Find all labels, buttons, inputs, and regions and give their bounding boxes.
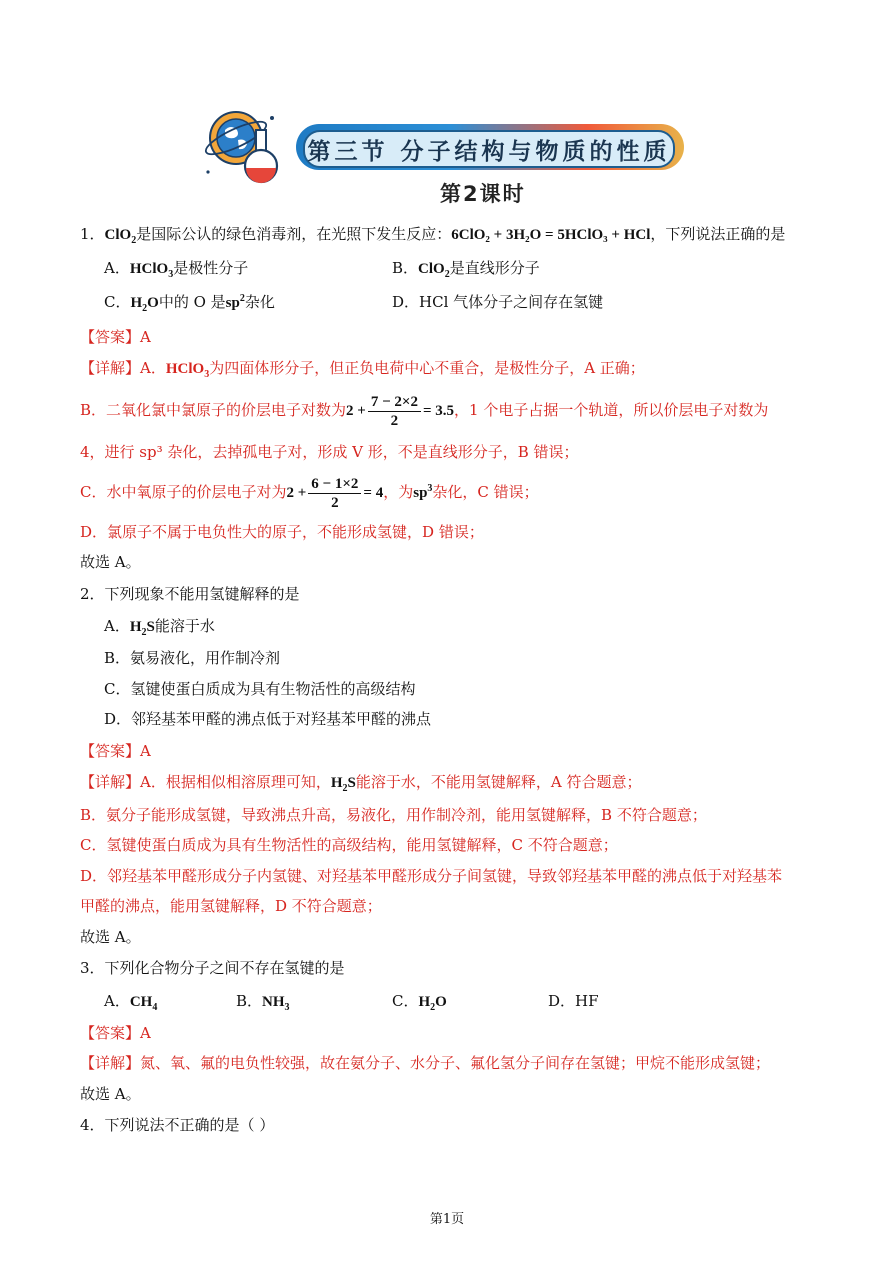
q1-option-a: A．HClO$_3$是极性分子 [104,259,249,280]
q2-option-b: B．氨易液化，用作制冷剂 [104,649,281,667]
q2-conclusion: 故选 A。 [80,928,141,946]
q1-detail-c: C．水中氧原子的价层电子对为2 + $\frac{6 - 1\times 2}{2}$ = 4，为$sp^3$杂化，C 错误； [80,475,539,511]
q1-option-b: B．ClO$_2$是直线形分子 [392,259,540,280]
header-logo [198,108,290,188]
q2-detail-a: 【详解】A．根据相似相溶原理可知，$H_2S$能溶于水，不能用氢键解释，A 符合题意； [80,773,642,794]
q3-option-d: D．HF [548,992,599,1010]
q1-detail-d: D．氯原子不属于电负性大的原子，不能形成氢键，D 错误； [80,523,484,541]
q2-detail-c: C．氢键使蛋白质成为具有生物活性的高级结构，能用氢键解释，C 不符合题意； [80,836,618,854]
q2-detail-d: D．邻羟基苯甲醛形成分子内氢键、对羟基苯甲醛形成分子间氢键，导致邻羟基苯甲醛的沸点低于对羟基苯 [80,867,783,885]
q3-option-c: C．$H_2O$ [392,992,447,1013]
q1-option-c: C．$H_2O$中的 O 是$sp^2$杂化 [104,293,275,314]
q2-option-c: C．氢键使蛋白质成为具有生物活性的高级结构 [104,680,416,698]
q3-option-b: B．$NH_3$ [236,992,290,1013]
q1-detail-b: B．二氧化氯中氯原子的价层电子对数为2 + $\frac{7 - 2\times 2}{2}$ = 3.5，1 个电子占据一个轨道，所以价层电子对数为 [80,393,769,429]
q3-option-a: A．$CH_4$ [104,992,158,1013]
q1-stem: 1．ClO$_2$是国际公认的绿色消毒剂，在光照下发生反应：6ClO₂ + 3H₂O = 5HClO₃ + HCl，下列说法正确的是 [80,225,786,246]
q1-detail-a: 【详解】A．HClO$_3$为四面体形分子，但正负电荷中心不重合，是极性分子，A 正确； [80,359,645,380]
q2-detail-d-cont: 甲醛的沸点，能用氢键解释，D 不符合题意； [80,897,382,915]
q4-stem: 4．下列说法不正确的是（ ） [80,1116,275,1134]
page-title: 第三节 分子结构与物质的性质 [303,130,675,168]
q3-conclusion: 故选 A。 [80,1085,141,1103]
q1-answer: 【答案】A [80,328,151,346]
q2-stem: 2．下列现象不能用氢键解释的是 [80,585,300,603]
page-number: 第1页 [429,1212,465,1227]
q2-detail-b: B．氨分子能形成氢键，导致沸点升高，易液化，用作制冷剂，能用氢键解释，B 不符合题意； [80,806,707,824]
q1-detail-b-cont: 4，进行 sp³ 杂化，去掉孤电子对，形成 V 形，不是直线形分子，B 错误； [80,443,579,461]
q3-answer: 【答案】A [80,1024,151,1042]
lesson-subtitle: 第2课时 [440,182,526,206]
q2-option-d: D．邻羟基苯甲醛的沸点低于对羟基苯甲醛的沸点 [104,710,432,728]
q3-stem: 3．下列化合物分子之间不存在氢键的是 [80,959,345,977]
q2-answer: 【答案】A [80,742,151,760]
q1-option-d: D．HCl 气体分子之间存在氢键 [392,293,604,311]
q2-option-a: A．$H_2S$能溶于水 [104,617,215,638]
title-banner [296,124,684,170]
q3-detail: 【详解】氮、氧、氟的电负性较强，故在氨分子、水分子、氟化氢分子间存在氢键；甲烷不能形成氢键； [80,1054,771,1072]
q1-conclusion: 故选 A。 [80,553,141,571]
